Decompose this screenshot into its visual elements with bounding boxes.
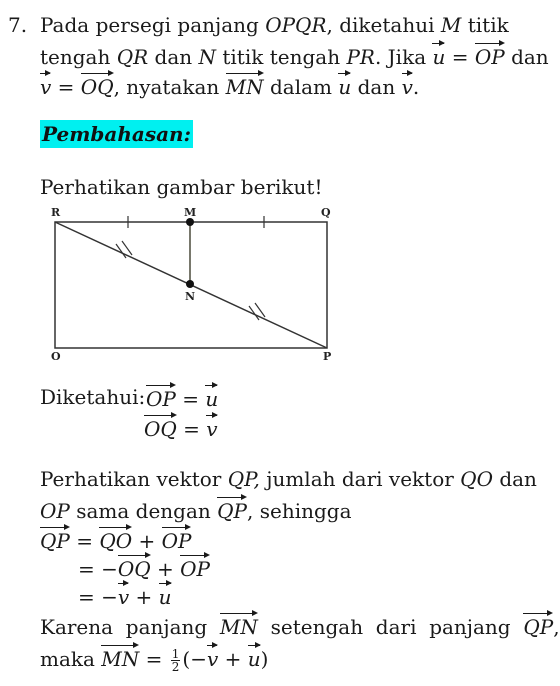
vector-op: OP <box>162 526 192 554</box>
label-n: N <box>185 290 196 303</box>
text: Perhatikan vektor <box>40 467 228 491</box>
equals: = <box>139 647 169 671</box>
equals: = <box>51 75 81 99</box>
text: dan <box>492 467 537 491</box>
solution-heading: Pembahasan: <box>42 122 191 146</box>
problem-line-2 <box>40 42 549 70</box>
vector-mn: MN <box>220 612 258 640</box>
point-m: M <box>440 13 462 37</box>
vector-v: v <box>206 414 217 442</box>
plus: + <box>150 557 181 581</box>
text: jumlah dari vektor <box>259 467 461 491</box>
equals: = <box>175 387 206 411</box>
problem-line-3 <box>40 72 419 100</box>
vector-op: OP <box>475 42 505 70</box>
text: , nyatakan <box>113 75 226 99</box>
conclusion-line-1 <box>40 612 560 640</box>
text: Pada persegi panjang <box>40 13 266 37</box>
vector-name-qo: QO <box>460 467 493 491</box>
vector-u: u <box>159 582 172 610</box>
vector-mn: MN <box>226 72 264 100</box>
step-2 <box>78 554 210 582</box>
label-q: Q <box>321 206 331 219</box>
segment-qr: QR <box>116 45 149 69</box>
point-n-dot <box>186 280 194 288</box>
step-1 <box>40 526 191 554</box>
rectangle-figure <box>40 200 340 370</box>
plus: + <box>132 529 162 553</box>
fraction-denominator: 2 <box>171 660 180 674</box>
equals: = <box>445 45 475 69</box>
vector-qp: QP <box>217 496 247 524</box>
text: dan <box>351 75 402 99</box>
text: , diketahui <box>326 13 441 37</box>
vector-oq: OQ <box>144 414 177 442</box>
text: . Jika <box>374 45 433 69</box>
text: dan <box>148 45 199 69</box>
label-p: P <box>323 350 332 363</box>
vector-u: u <box>205 384 218 412</box>
equals-minus: = − <box>78 557 118 581</box>
open-paren-minus: (− <box>182 647 207 671</box>
text: maka <box>40 647 102 671</box>
text: titik tengah <box>216 45 347 69</box>
vector-mn: MN <box>101 644 139 672</box>
text: sama dengan <box>69 499 218 523</box>
vector-oq: OQ <box>81 72 114 100</box>
text: . <box>412 75 420 99</box>
plus: + <box>129 585 159 609</box>
vector-v: v <box>402 72 413 100</box>
segment-pr: PR <box>346 45 375 69</box>
label-r: R <box>51 206 61 219</box>
tick-rn-2 <box>122 241 132 255</box>
conclusion-line-2 <box>40 644 268 673</box>
vector-v: v <box>118 582 129 610</box>
point-n: N <box>198 45 217 69</box>
vector-v: v <box>207 644 218 672</box>
text: setengah dari panjang <box>257 615 524 639</box>
text: , <box>553 615 560 639</box>
text: dan <box>504 45 549 69</box>
vector-u: u <box>338 72 351 100</box>
text: titik <box>461 13 509 37</box>
problem-number: 7. <box>8 13 28 37</box>
point-m-dot <box>186 218 194 226</box>
equals: = <box>176 417 207 441</box>
vector-v: v <box>40 72 51 100</box>
rect-name: OPQR <box>265 13 327 37</box>
text: tengah <box>40 45 117 69</box>
explain-line-1 <box>40 466 537 492</box>
vector-op: OP <box>146 384 176 412</box>
text: dalam <box>263 75 339 99</box>
equals-minus: = − <box>78 585 118 609</box>
text: Karena panjang <box>40 615 220 639</box>
label-o: O <box>51 350 61 363</box>
vector-name-op: OP <box>40 499 70 523</box>
fraction-half <box>171 648 181 673</box>
given-label: Diketahui: <box>40 385 146 409</box>
vector-name-qp: QP, <box>227 467 260 491</box>
vector-oq: OQ <box>118 554 151 582</box>
figure-intro: Perhatikan gambar berikut! <box>40 175 323 199</box>
text: , sehingga <box>247 499 352 523</box>
vector-op: OP <box>180 554 210 582</box>
vector-u: u <box>432 42 445 70</box>
vector-qp: QP <box>40 526 70 554</box>
given-line-2 <box>144 414 218 442</box>
step-3 <box>78 582 172 610</box>
label-m: M <box>184 206 197 219</box>
equals: = <box>69 529 100 553</box>
vector-qo: QO <box>99 526 132 554</box>
problem-line-1 <box>40 12 509 38</box>
explain-line-2 <box>40 496 352 524</box>
vector-qp: QP <box>523 612 553 640</box>
close-paren: ) <box>260 647 269 671</box>
vector-u: u <box>248 644 261 672</box>
given-line-1 <box>146 384 218 412</box>
fraction-numerator: 1 <box>171 647 180 661</box>
plus: + <box>218 647 248 671</box>
